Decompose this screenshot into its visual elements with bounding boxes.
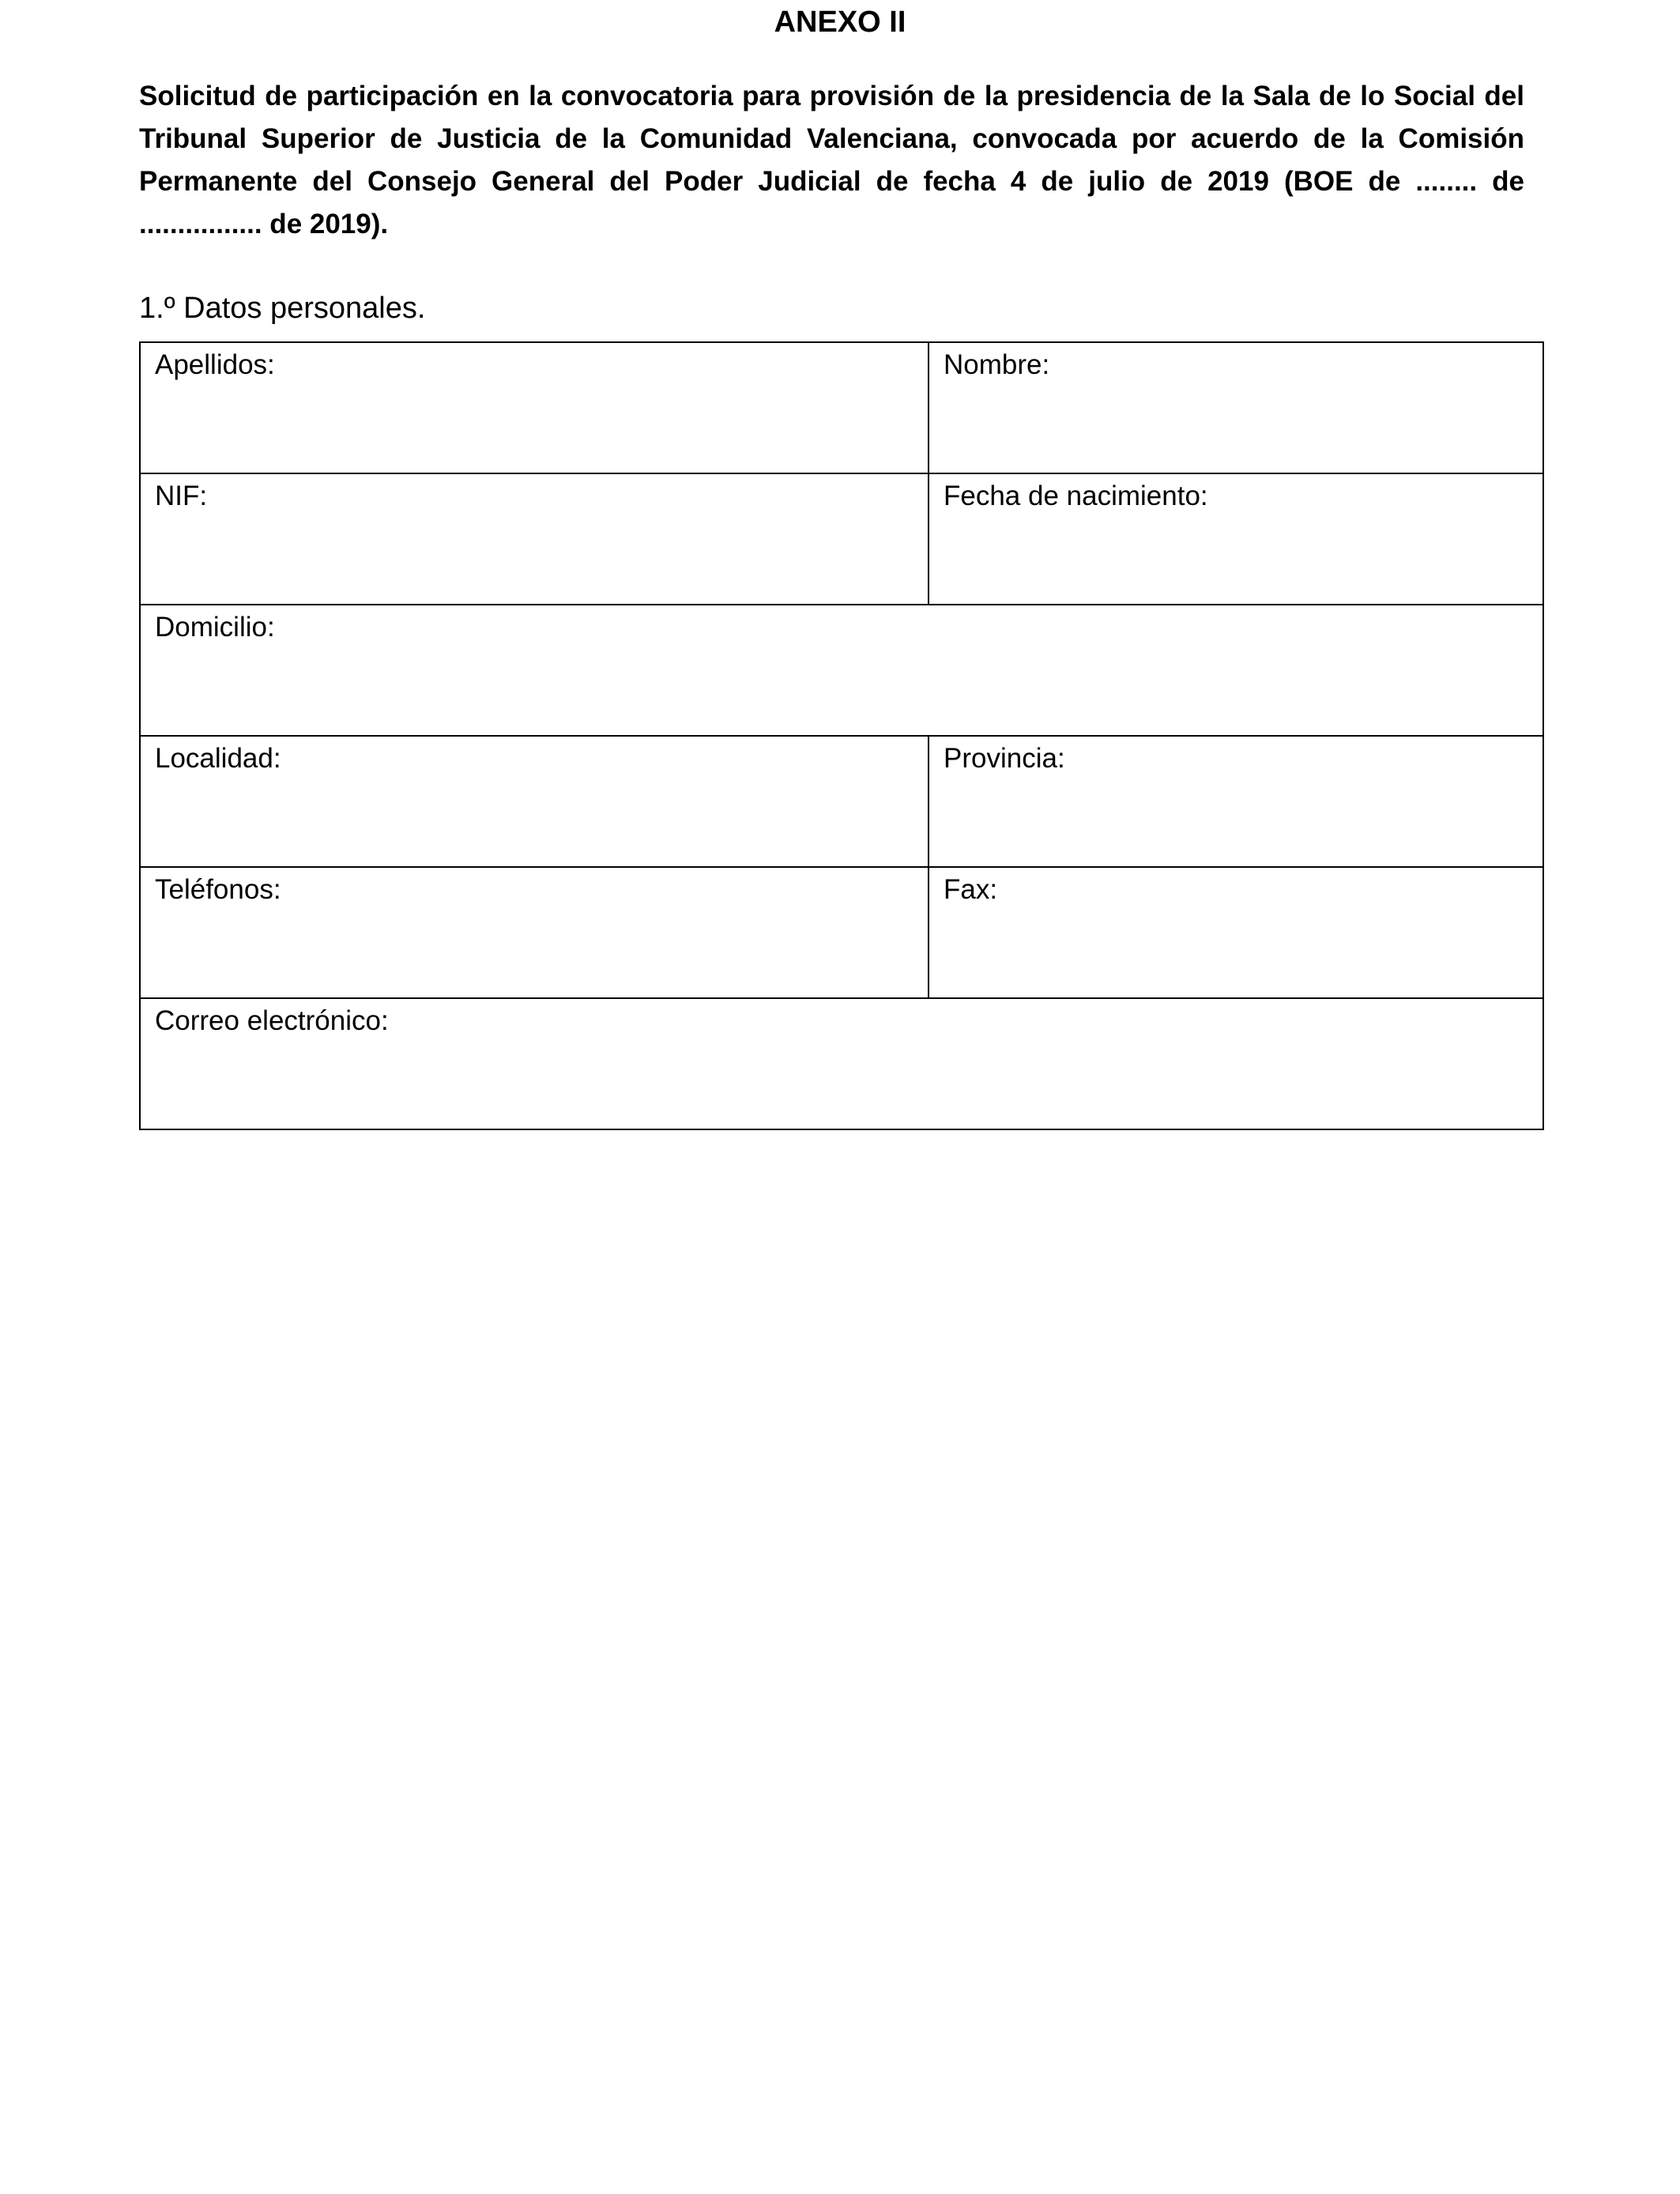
fax-field[interactable] [929,867,1543,998]
correo-label: Correo electrónico: [155,1005,389,1036]
provincia-label: Provincia: [944,743,1065,774]
domicilio-label: Domicilio: [155,612,275,643]
fecha-nacimiento-label: Fecha de nacimiento: [944,481,1208,511]
nombre-field[interactable] [929,342,1543,473]
table-row [140,342,1543,473]
telefonos-field[interactable] [140,867,929,998]
table-row [140,867,1543,998]
nif-label: NIF: [155,481,208,511]
localidad-field[interactable] [140,736,929,867]
apellidos-field[interactable] [140,342,929,473]
table-row [140,605,1543,736]
table-row [140,998,1543,1129]
provincia-field[interactable] [929,736,1543,867]
fax-label: Fax: [944,874,998,905]
nif-field[interactable] [140,473,929,605]
localidad-label: Localidad: [155,743,281,774]
table-row [140,473,1543,605]
personal-data-table [139,341,1544,1130]
intro-paragraph: Solicitud de participación en la convocatoria para provisión de la presidencia de la Sala de lo Social del Tribunal Superior de Justicia de la Comunidad Valenciana, convocada por acuerdo de la Comisión Permanente del Consejo General del Poder Judicial de fecha 4 de julio de 2019 (BOE de ........ de ................ de 2019). [139,81,1524,239]
apellidos-label: Apellidos: [155,349,275,380]
telefonos-label: Teléfonos: [155,874,281,905]
domicilio-field[interactable] [140,605,1543,736]
fecha-nacimiento-field[interactable] [929,473,1543,605]
page-title: ANEXO II [774,6,906,39]
nombre-label: Nombre: [944,349,1050,380]
correo-field[interactable] [140,998,1543,1129]
table-row [140,736,1543,867]
section-heading: 1.º Datos personales. [139,292,426,325]
